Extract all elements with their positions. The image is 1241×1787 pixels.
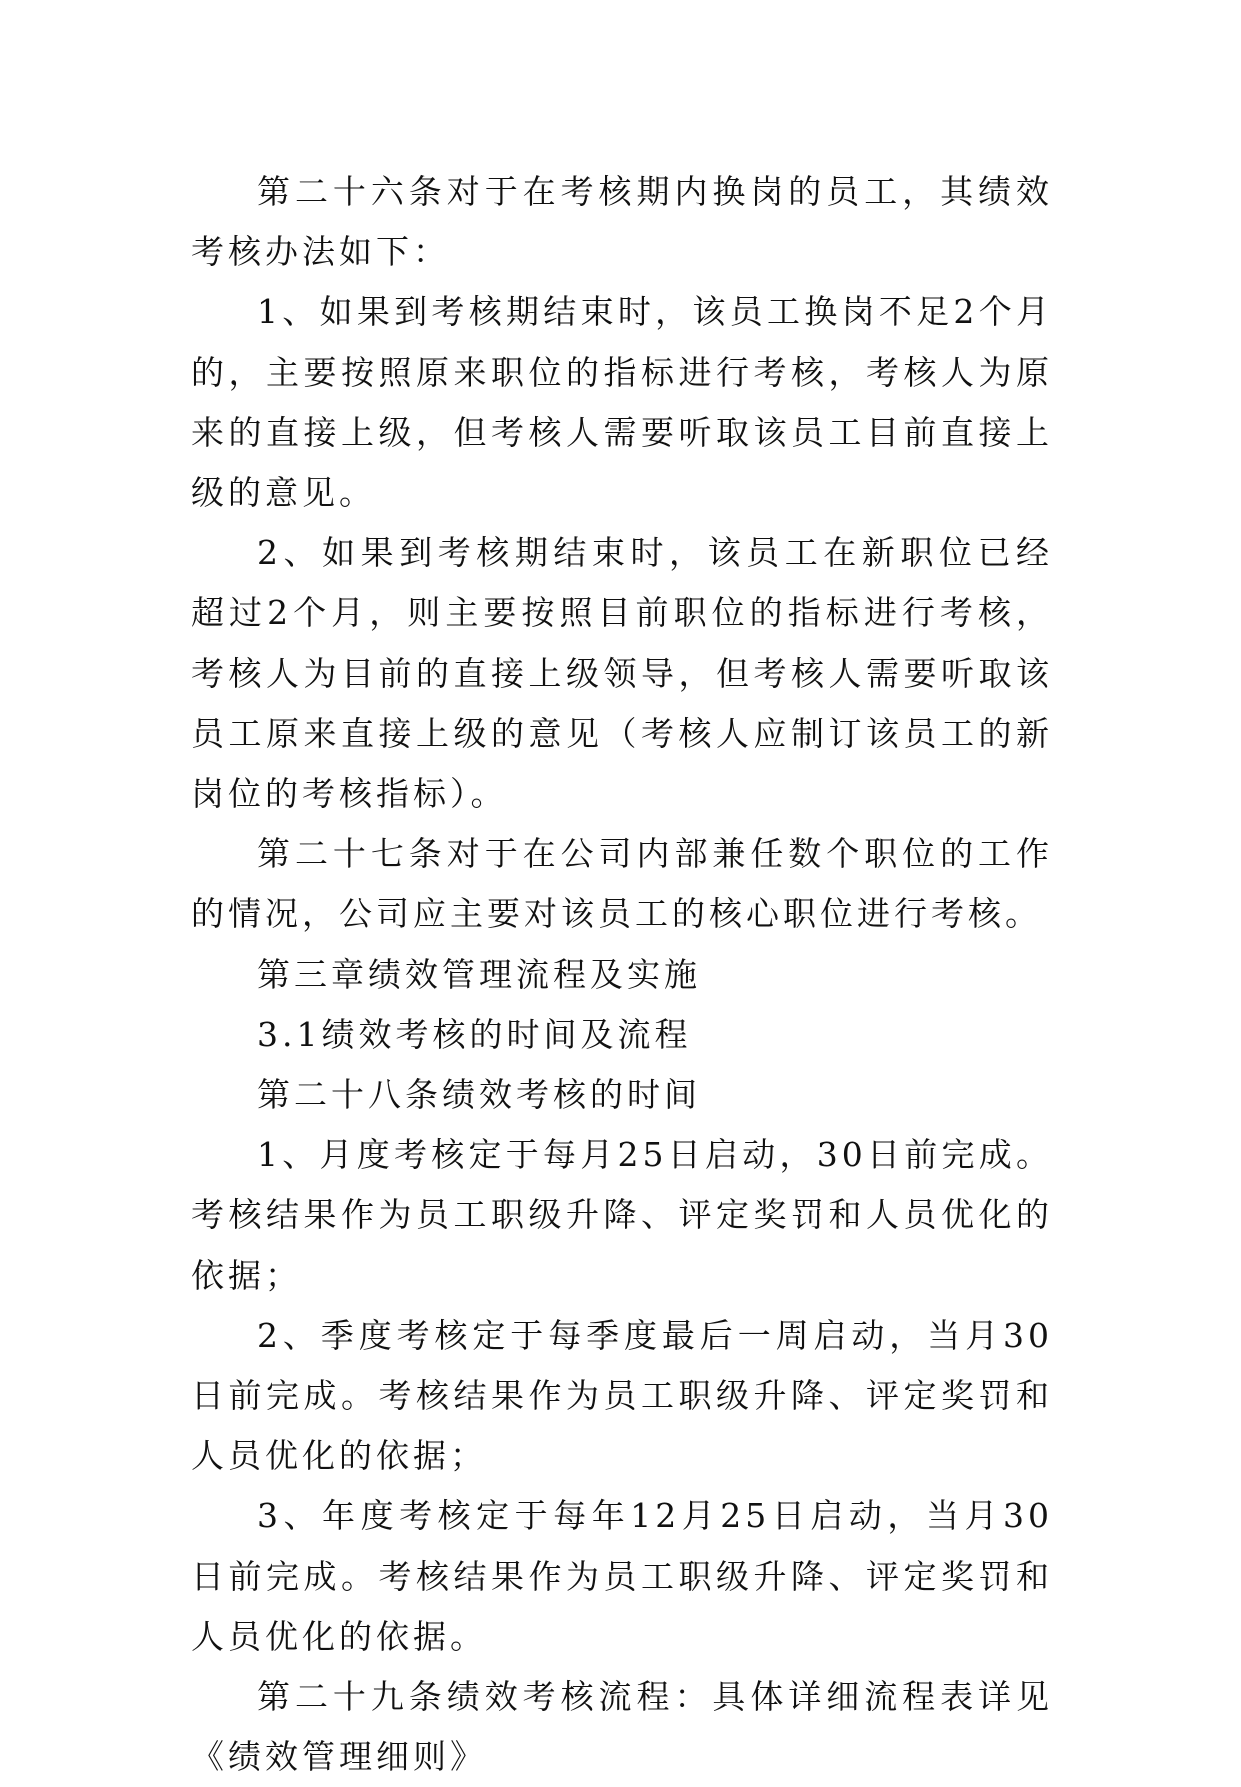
paragraph-article-26: 第二十六条对于在考核期内换岗的员工，其绩效考核办法如下：: [191, 172, 1053, 272]
paragraph-article-28: 第二十八条绩效考核的时间: [257, 1075, 701, 1115]
chapter-heading: 第三章绩效管理流程及实施: [257, 954, 701, 994]
paragraph-item-1: 1、如果到考核期结束时，该员工换岗不足2个月的，主要按照原来职位的指标进行考核，考核人为原来的直接上级，但考核人需要听取该员工目前直接上级的意见。: [191, 292, 1053, 513]
document-page: [191, 162, 1053, 1787]
paragraph-monthly-review: 1、月度考核定于每月25日启动，30日前完成。考核结果作为员工职级升降、评定奖罚和人员优化的依据；: [191, 1135, 1053, 1295]
paragraph-article-29: 第二十九条绩效考核流程：具体详细流程表详见《绩效管理细则》: [191, 1677, 1053, 1777]
section-heading: 3.1绩效考核的时间及流程: [257, 1014, 692, 1054]
paragraph-article-27: 第二十七条对于在公司内部兼任数个职位的工作的情况，公司应主要对该员工的核心职位进行考核。: [191, 834, 1053, 934]
paragraph-item-2: 2、如果到考核期结束时，该员工在新职位已经超过2个月，则主要按照目前职位的指标进行考核，考核人为目前的直接上级领导，但考核人需要听取该员工原来直接上级的意见（考核人应制订该员工的新岗位的考核指标）。: [191, 533, 1053, 814]
paragraph-annual-review: 3、年度考核定于每年12月25日启动，当月30日前完成。考核结果作为员工职级升降、评定奖罚和人员优化的依据。: [191, 1496, 1053, 1656]
paragraph-quarterly-review: 2、季度考核定于每季度最后一周启动，当月30日前完成。考核结果作为员工职级升降、评定奖罚和人员优化的依据；: [191, 1315, 1053, 1476]
